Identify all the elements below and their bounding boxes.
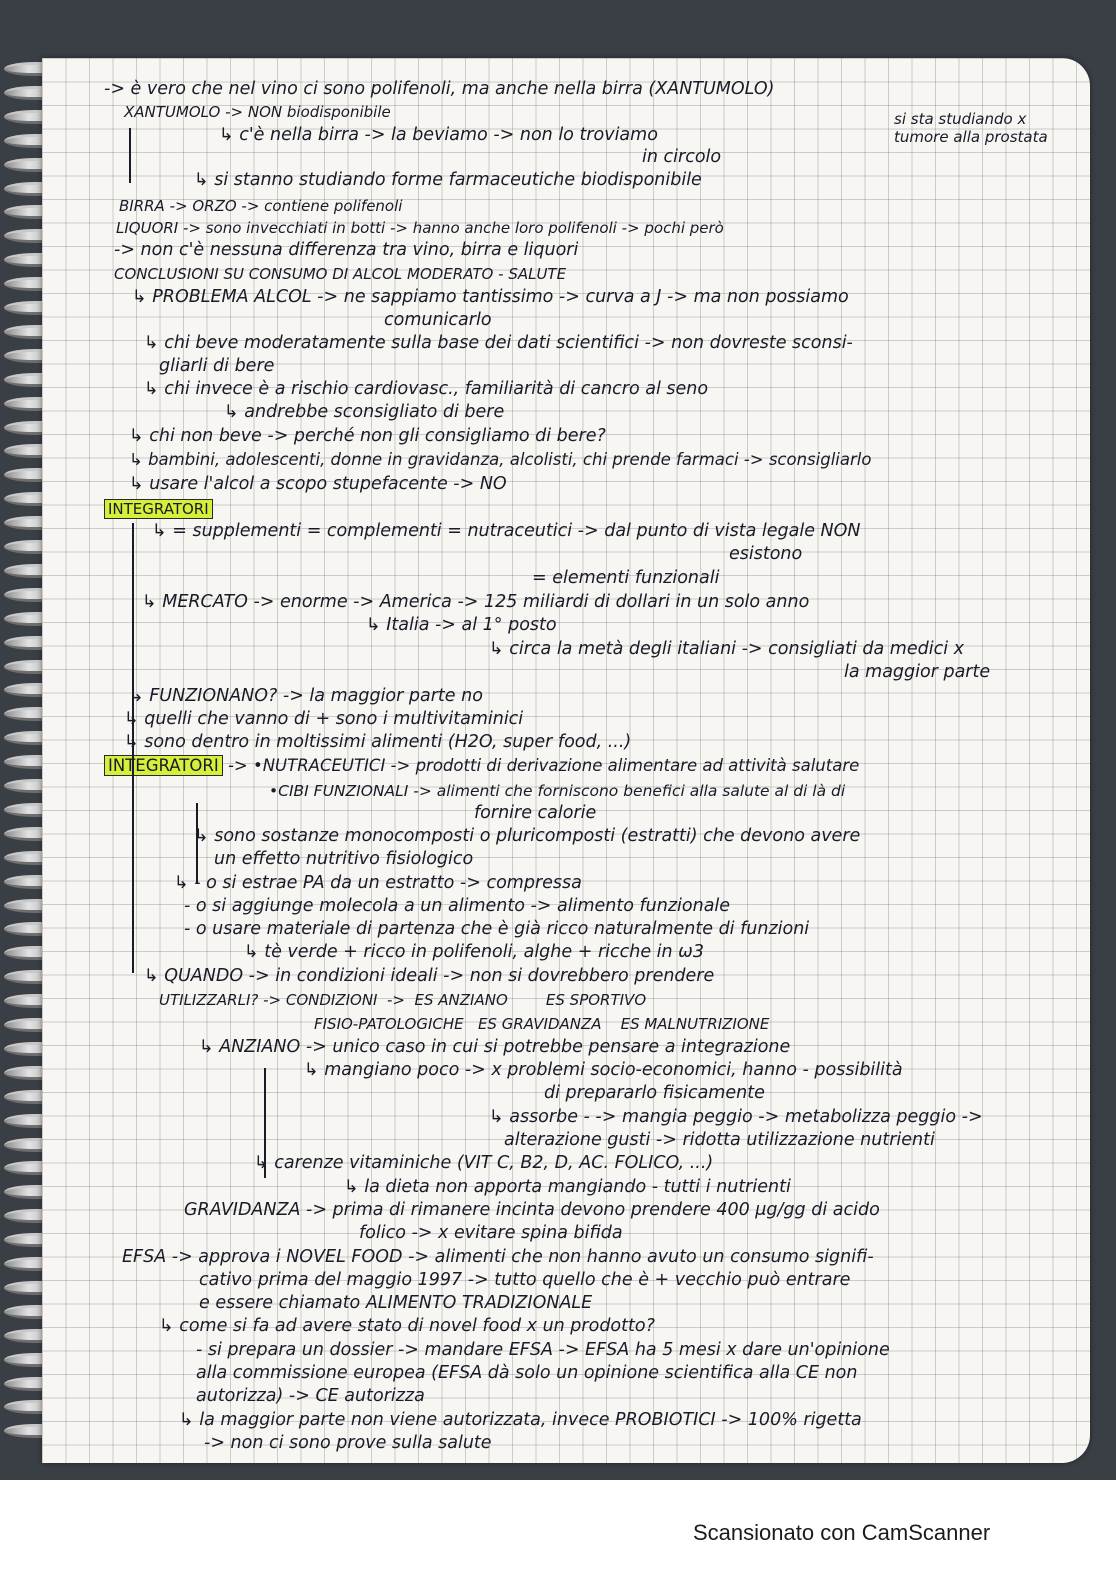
note-line: di prepararlo fisicamente [544,1083,765,1103]
note-line: autorizza) -> CE autorizza [196,1386,425,1406]
note-line: EFSA -> approva i NOVEL FOOD -> alimenti che non hanno avuto un consumo signifi- [122,1247,874,1267]
handwritten-notes [104,58,1084,1463]
note-line: - o si aggiunge molecola a un alimento -> alimento funzionale [184,896,731,916]
note-line: ↳ come si fa ad avere stato di novel food x un prodotto? [159,1316,655,1336]
note-line: gliarli di bere [159,356,275,376]
note-line: XANTUMOLO -> NON biodisponibile [124,103,391,121]
note-line: -> non ci sono prove sulla salute [204,1433,492,1453]
note-line: ↳ MERCATO -> enorme -> America -> 125 miliardi di dollari in un solo anno [142,592,810,612]
note-line: ↳ si stanno studiando forme farmaceutiche biodisponibile [194,170,702,190]
note-line: -> è vero che nel vino ci sono polifenoli, ma anche nella birra (XANTUMOLO) [104,79,775,99]
note-line: ↳ sono dentro in moltissimi alimenti (H2O, super food, ...) [124,732,632,752]
note-line: ↳ - o si estrae PA da un estratto -> compressa [174,873,582,893]
note-line: la maggior parte [844,662,991,682]
note-line: ↳ = supplementi = complementi = nutraceutici -> dal punto di vista legale NON [152,521,861,541]
note-line: ↳ PROBLEMA ALCOL -> ne sappiamo tantissimo -> curva a J -> ma non possiamo [132,287,849,307]
note-line: - o usare materiale di partenza che è già ricco naturalmente di funzioni [184,919,810,939]
note-line: ↳ chi non beve -> perché non gli consigliamo di bere? [129,426,606,446]
note-line: = elementi funzionali [532,568,720,588]
bracket-line [132,523,134,973]
note-line: CONCLUSIONI SU CONSUMO DI ALCOL MODERATO - SALUTE [114,265,567,283]
note-line: ↳ la dieta non apporta mangiando - tutti i nutrienti [344,1177,791,1197]
note-line: folico -> x evitare spina bifida [359,1223,623,1243]
note-line: FISIO-PATOLOGICHE ES GRAVIDANZA ES MALNUTRIZIONE [314,1015,770,1033]
note-line: - si prepara un dossier -> mandare EFSA -> EFSA ha 5 mesi x dare un'opinione [196,1340,890,1360]
note-line: ↳ mangiano poco -> x problemi socio-economici, hanno - possibilità [304,1060,903,1080]
note-line: ↳ tè verde + ricco in polifenoli, alghe + ricche in ω3 [244,942,704,962]
note-line: ↳ la maggior parte non viene autorizzata, invece PROBIOTICI -> 100% rigetta [179,1410,862,1430]
highlight: INTEGRATORI [104,499,213,519]
note-line: fornire calorie [474,803,597,823]
note-line: LIQUORI -> sono invecchiati in botti -> hanno anche loro polifenoli -> pochi però [116,219,724,237]
note-line: ↳ circa la metà degli italiani -> consigliati da medici x [489,639,964,659]
highlight: INTEGRATORI [104,755,223,776]
note-line: esistono [729,544,803,564]
note-line: cativo prima del maggio 1997 -> tutto quello che è + vecchio può entrare [199,1270,851,1290]
bracket-line [264,1068,266,1178]
note-line: ↳ quelli che vanno di + sono i multivitaminici [124,709,524,729]
scanner-watermark: Scansionato con CamScanner [693,1520,991,1545]
note-line: in circolo [642,147,722,167]
note-line: ↳ ANZIANO -> unico caso in cui si potrebbe pensare a integrazione [199,1037,791,1057]
note-line: e essere chiamato ALIMENTO TRADIZIONALE [199,1293,593,1313]
note-line: •CIBI FUNZIONALI -> alimenti che forniscono benefici alla salute al di là di [269,782,846,800]
note-line: ↳ sono sostanze monocomposti o pluricomposti (estratti) che devono avere [194,826,861,846]
note-line: un effetto nutritivo fisiologico [214,849,474,869]
note-line: GRAVIDANZA -> prima di rimanere incinta devono prendere 400 μg/gg di acido [184,1200,880,1220]
section-heading-integratori [104,498,213,520]
note-line: ↳ chi invece è a rischio cardiovasc., familiarità di cancro al seno [144,379,709,399]
bracket-line [196,803,198,883]
note-line: UTILIZZARLI? -> CONDIZIONI -> ES ANZIANO ES SPORTIVO [159,991,647,1009]
note-line: ↳ bambini, adolescenti, donne in gravidanza, alcolisti, chi prende farmaci -> sconsigliarlo [129,450,872,469]
note-line [104,755,859,777]
note-line: comunicarlo [384,310,492,330]
note-line: alterazione gusti -> ridotta utilizzazione nutrienti [504,1130,935,1150]
note-line: ↳ carenze vitaminiche (VIT C, B2, D, AC. FOLICO, ...) [254,1153,714,1173]
note-line: ↳ andrebbe sconsigliato di bere [224,402,505,422]
note-line: alla commissione europea (EFSA dà solo un opinione scientifica alla CE non [196,1363,858,1383]
note-line: ↳ Italia -> al 1° posto [366,615,557,635]
notebook-page [42,58,1090,1463]
note-line: ↳ c'è nella birra -> la beviamo -> non lo troviamo [219,125,658,145]
note-line: ↳ assorbe - -> mangia peggio -> metabolizza peggio -> [489,1107,983,1127]
bracket-line [129,128,131,183]
note-line: ↳ usare l'alcol a scopo stupefacente -> NO [129,474,507,494]
side-note: si sta studiando x tumore alla prostata [894,110,1048,146]
note-line: ↳ chi beve moderatamente sulla base dei dati scientifici -> non dovreste sconsi- [144,333,853,353]
note-line-rest: -> •NUTRACEUTICI -> prodotti di derivazione alimentare ad attività salutare [222,756,860,775]
note-line: ↳ FUNZIONANO? -> la maggior parte no [129,686,483,706]
note-line: -> non c'è nessuna differenza tra vino, birra e liquori [114,240,579,260]
note-line: BIRRA -> ORZO -> contiene polifenoli [119,197,403,215]
note-line: ↳ QUANDO -> in condizioni ideali -> non si dovrebbero prendere [144,966,715,986]
